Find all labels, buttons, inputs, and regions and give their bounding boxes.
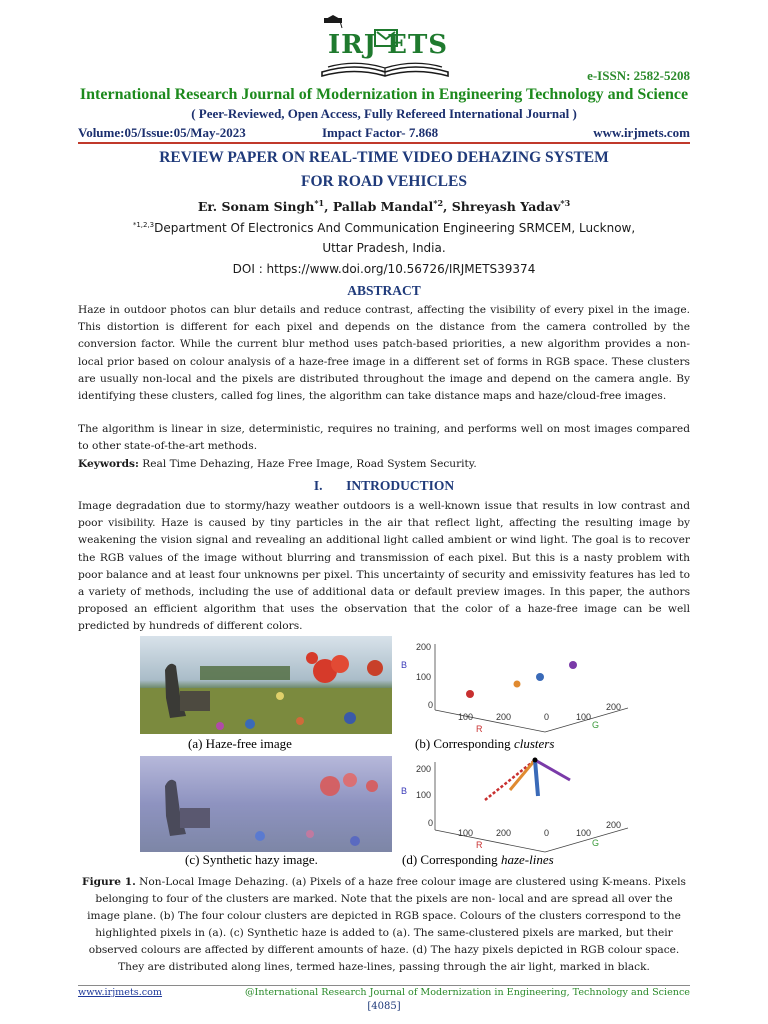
- tick-label: 100: [416, 672, 432, 682]
- tick-label: 200: [416, 764, 432, 774]
- photo-synthetic-hazy: [140, 756, 392, 852]
- abstract-heading: ABSTRACT: [347, 283, 421, 298]
- subfigure-c-label: (c) Synthetic hazy image.: [185, 852, 318, 867]
- author-sup: *3: [560, 198, 571, 208]
- keywords-text: Real Time Dehazing, Haze Free Image, Road System Security.: [138, 458, 477, 470]
- journal-website[interactable]: www.irjmets.com: [593, 125, 690, 140]
- author-name: Shreyash Yadav: [451, 199, 561, 215]
- tick-label: 100: [458, 712, 474, 722]
- footer-divider: [78, 985, 690, 986]
- abstract-paragraph: The algorithm is linear in size, deterministic, requires no training, and performs well on most images compared to other state-of-the-art methods.: [78, 423, 690, 453]
- paper-title-line1: REVIEW PAPER ON REAL-TIME VIDEO DEHAZING SYSTEM: [159, 149, 609, 166]
- subfigure-d-prefix: (d) Corresponding: [402, 852, 501, 867]
- section-title: INTRODUCTION: [346, 478, 455, 493]
- figure-caption: [78, 874, 690, 976]
- affiliation-line2: Uttar Pradesh, India.: [322, 241, 446, 255]
- footer-website-link[interactable]: www.irjmets.com: [78, 987, 163, 998]
- tick-label: 0: [544, 712, 550, 722]
- subfigure-a-label: (a) Haze-free image: [188, 736, 292, 751]
- author-name: Pallab Mandal: [332, 199, 434, 215]
- figure-1: [140, 636, 632, 870]
- doi[interactable]: DOI : https://www.doi.org/10.56726/IRJMETS39374: [232, 262, 536, 276]
- affiliation-text: Department Of Electronics And Communication Engineering SRMCEM, Lucknow,: [154, 221, 636, 235]
- tick-label: 0: [428, 700, 434, 710]
- affiliation-line1: [0, 221, 768, 235]
- axis-r-label: R: [476, 840, 483, 850]
- tick-label: 0: [428, 818, 434, 828]
- section-heading: [0, 478, 768, 494]
- axis-g-label: G: [592, 838, 600, 848]
- abstract-paragraph: Haze in outdoor photos can blur details and reduce contrast, affecting the visibility of every pixel in the image. This distortion is different for each pixel and depends on the distance from the camera controlled by the conversion factor. While the current blur method uses patch-based priorities, a new algorithm provides a non-local prior based on colour analysis of a haze-free image in a different set of forms in RGB space. These clusters are usually non-local and the pixels are distributed throughout the image and depend on the camera angle. By identifying these clusters, called fog lines, the algorithm can take distance maps and haze/cloud-free images.: [78, 304, 690, 403]
- cluster-purple: [569, 661, 577, 669]
- tick-label: 200: [606, 702, 622, 712]
- tick-label: 200: [496, 712, 512, 722]
- axis-b-label: B: [401, 660, 408, 670]
- caption-label: Figure 1.: [82, 876, 136, 888]
- subfigure-d-label: [402, 852, 554, 867]
- keywords: [78, 456, 690, 473]
- tick-label: 200: [606, 820, 622, 830]
- keywords-label: Keywords:: [78, 458, 139, 470]
- tick-label: 100: [576, 712, 592, 722]
- tick-label: 100: [576, 828, 592, 838]
- author-name: Er. Sonam Singh: [197, 199, 315, 215]
- cluster-blue: [536, 673, 544, 681]
- axis-b-label: B: [401, 786, 408, 796]
- subfigure-b-prefix: (b) Corresponding: [415, 736, 514, 751]
- tick-label: 200: [416, 642, 432, 652]
- affiliation-sup: *1,2,3: [132, 221, 155, 229]
- intro-paragraph: Image degradation due to stormy/hazy weather outdoors is a well-known issue that results in low contrast and poor visibility. Haze is caused by tiny particles in the air that reflect light, affecting the resulting image by weakening the vision signal and revealing an additional light called ambient or wind light. The goal is to recover the RGB values of the image without blurring and transmission of each pixel. But this is a nasty problem with poor balance and at least four unknowns per pixel. This uncertainty of security and emissivity features has led to a variety of methods, including the use of additional data or default preview images. In this paper, the authors proposed an efficient algorithm that uses the observation that the color of a haze-free image can be well predicted by hundreds of different colors.: [78, 500, 690, 633]
- paper-title-line2: FOR ROAD VEHICLES: [301, 173, 467, 190]
- journal-name: International Research Journal of Modernization in Engineering Technology and Science: [79, 86, 689, 103]
- volume-issue: Volume:05/Issue:05/May-2023: [78, 125, 246, 140]
- airlight-point: [533, 758, 538, 763]
- cluster-orange: [514, 681, 521, 688]
- axis-r-label: R: [476, 724, 483, 734]
- tick-label: 200: [496, 828, 512, 838]
- journal-logo: [320, 12, 450, 78]
- eissn: e-ISSN: 2582-5208: [587, 68, 690, 83]
- axis-g-label: G: [592, 720, 600, 730]
- caption-text: Non-Local Image Dehazing. (a) Pixels of a haze free colour image are clustered using K-means. Pixels belonging to four of the clusters are marked. Note that the pixels are non- local and are spread all over the image plane. (b) The four colour clusters are depicted in RGB space. Colours of the clusters correspond to the highlighted pixels in (a). (c) Synthetic haze is added to (a). The same-clustered pixels are marked, but their observed colours are affected by different amounts of haze. (d) The hazy pixels depicted in RGB colour space. They are distributed along lines, termed haze-lines, passing through the air light, marked in black.: [87, 876, 686, 973]
- tick-label: 100: [416, 790, 432, 800]
- subfigure-b-label: [415, 736, 554, 751]
- author-list: Er. Sonam Singh$^{*1}$, Pallab Mandal$^{*2}$, Shreyash Yadav$^{*3}$: [197, 198, 571, 215]
- header-divider: [78, 142, 690, 144]
- figure-1-graphic: [140, 636, 632, 870]
- cluster-red: [466, 690, 474, 698]
- impact-factor: Impact Factor- 7.868: [322, 125, 439, 140]
- subfigure-b-italic: clusters: [513, 736, 555, 751]
- logo-text: IRJ ETS: [328, 30, 449, 60]
- author-sup: *2: [433, 198, 444, 208]
- author-sup: *1: [314, 198, 325, 208]
- page-number: [4085]: [367, 1001, 401, 1012]
- tick-label: 0: [544, 828, 550, 838]
- subfigure-d-italic: haze-lines: [500, 852, 554, 867]
- footer-copyright: @International Research Journal of Modernization in Engineering, Technology and Science: [244, 987, 690, 998]
- section-number: I.: [313, 478, 323, 493]
- tick-label: 100: [458, 828, 474, 838]
- peer-review-note: ( Peer-Reviewed, Open Access, Fully Refereed International Journal ): [191, 106, 577, 121]
- photo-haze-free: [140, 636, 392, 734]
